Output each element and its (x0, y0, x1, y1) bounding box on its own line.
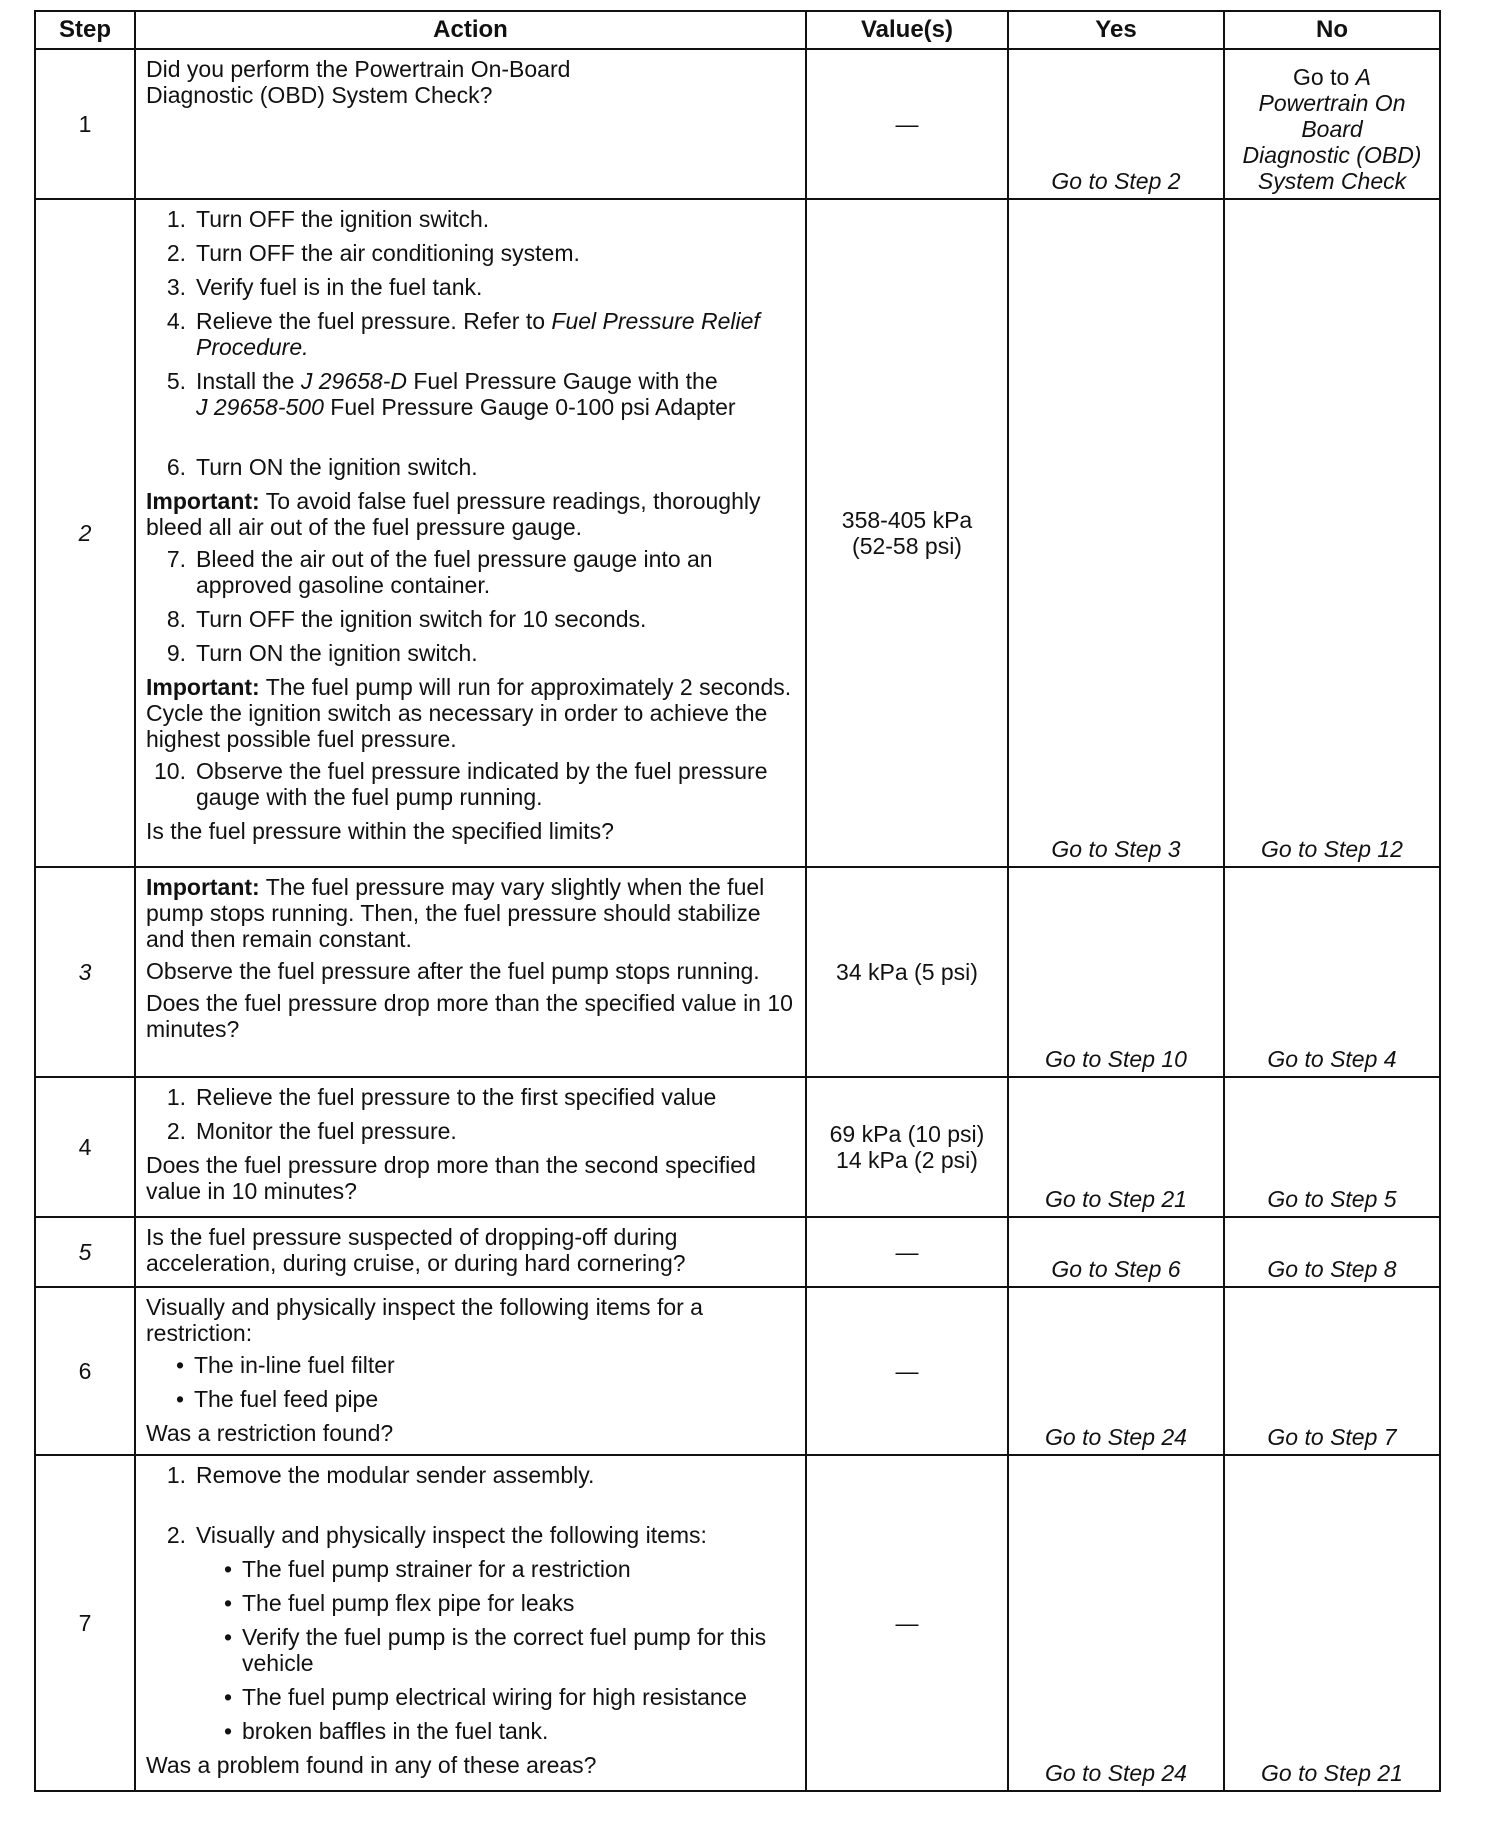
step-number: 7 (35, 1455, 135, 1791)
action-text: The fuel pump strainer for a restriction (242, 1556, 631, 1582)
no-text: System Check (1257, 168, 1407, 194)
action-text: The in-line fuel filter (194, 1352, 395, 1378)
table-row (35, 867, 1440, 1077)
table-row (35, 1077, 1440, 1217)
list-item: 6. Turn ON the ignition switch. (146, 454, 795, 480)
header-step: Step (35, 11, 135, 49)
list-item: 1. Turn OFF the ignition switch. (146, 206, 795, 232)
value-text: 69 kPa (10 psi) (829, 1121, 985, 1147)
value-cell: — (806, 1455, 1008, 1791)
table-header-row (35, 11, 1440, 49)
table-row (35, 1287, 1440, 1455)
yes-cell: Go to Step 21 (1008, 1077, 1224, 1217)
important-note (146, 874, 795, 952)
list-item: 9. Turn ON the ignition switch. (146, 640, 795, 666)
list-item: 8. Turn OFF the ignition switch for 10 seconds. (146, 606, 795, 632)
no-cell: Go to Step 5 (1224, 1077, 1440, 1217)
no-cell: Go to Step 21 (1224, 1455, 1440, 1791)
value-cell: — (806, 1217, 1008, 1287)
no-cell: Go to Step 7 (1224, 1287, 1440, 1455)
action-text: Verify the fuel pump is the correct fuel pump for this vehicle (242, 1624, 767, 1676)
table-row (35, 1217, 1440, 1287)
step-number: 5 (78, 1239, 92, 1265)
action-text: Visually and physically inspect the following items for a restriction: (146, 1294, 703, 1346)
important-text: To avoid false fuel pressure readings, thoroughly bleed all air out of the fuel pressure gauge. (146, 488, 761, 540)
list-item: 7. Bleed the air out of the fuel pressure gauge into an approved gasoline container. (146, 546, 795, 598)
value-text: 14 kPa (2 psi) (836, 1147, 978, 1173)
list-item: 1. Remove the modular sender assembly. (146, 1462, 795, 1488)
value-cell: — (806, 49, 1008, 199)
table-row (35, 199, 1440, 867)
value-cell: 34 kPa (5 psi) (806, 867, 1008, 1077)
action-text: The fuel pump electrical wiring for high resistance (242, 1684, 747, 1710)
yes-cell: Go to Step 24 (1008, 1287, 1224, 1455)
action-text: Turn ON the ignition switch. (196, 454, 478, 480)
important-label: Important: (146, 674, 260, 700)
action-text: Install the (196, 368, 295, 394)
header-yes: Yes (1008, 11, 1224, 49)
action-text: Diagnostic (OBD) System Check? (146, 82, 493, 108)
list-item: 4. Relieve the fuel pressure. Refer to Fuel Pressure Relief Procedure. (166, 308, 760, 360)
question-text: Does the fuel pressure drop more than the specified value in 10 minutes? (146, 990, 793, 1042)
yes-cell: Go to Step 6 (1008, 1217, 1224, 1287)
action-text: Relieve the fuel pressure to the first specified value (196, 1084, 717, 1110)
value-cell (806, 199, 1008, 867)
action-cell (135, 1287, 806, 1455)
action-text: Visually and physically inspect the following items: (196, 1522, 707, 1548)
action-text: Bleed the air out of the fuel pressure gauge into an approved gasoline container. (196, 546, 713, 598)
no-text: Go to (1293, 64, 1350, 90)
tool-number: J 29658-D (300, 368, 407, 394)
table-row (35, 1455, 1440, 1791)
no-text: Powertrain On (1258, 90, 1406, 116)
tool-number: J 29658-500 (196, 394, 324, 420)
action-cell (135, 1077, 806, 1217)
list-item: • The fuel pump strainer for a restriction (146, 1556, 795, 1582)
question-text: Is the fuel pressure suspected of dropping-off during acceleration, during cruise, or during hard cornering? (146, 1224, 686, 1276)
step-number: 6 (35, 1287, 135, 1455)
list-item: 10. Observe the fuel pressure indicated by the fuel pressure gauge with the fuel pump running. (146, 758, 795, 810)
important-label: Important: (146, 874, 260, 900)
no-cell: Go to Step 4 (1224, 867, 1440, 1077)
no-text: Diagnostic (OBD) (1242, 142, 1422, 168)
action-text: Relieve the fuel pressure. Refer to (196, 308, 546, 334)
list-item: • The fuel feed pipe (146, 1386, 795, 1412)
header-no: No (1224, 11, 1440, 49)
header-action: Action (135, 11, 806, 49)
action-text: Fuel Pressure Gauge with the (413, 368, 718, 394)
list-item: 3. Verify fuel is in the fuel tank. (146, 274, 795, 300)
question-text: Is the fuel pressure within the specified limits? (146, 818, 614, 844)
diagnostic-table-page (34, 10, 1439, 1792)
action-text: Turn OFF the ignition switch for 10 seconds. (196, 606, 647, 632)
action-text: Fuel Pressure Gauge 0-100 psi Adapter (330, 394, 736, 420)
important-note (146, 674, 795, 752)
no-cell (1224, 49, 1440, 199)
list-item: • Verify the fuel pump is the correct fuel pump for this vehicle (146, 1624, 795, 1676)
list-item: 2. Turn OFF the air conditioning system. (146, 240, 795, 266)
step-cell (35, 867, 135, 1077)
action-text: Observe the fuel pressure after the fuel pump stops running. (146, 958, 760, 984)
action-text: Did you perform the Powertrain On-Board (146, 56, 571, 82)
yes-cell: Go to Step 3 (1008, 199, 1224, 867)
step-number: 2 (78, 520, 92, 546)
table-row (35, 49, 1440, 199)
important-note (146, 488, 795, 540)
step-number: 4 (35, 1077, 135, 1217)
action-text: The fuel feed pipe (194, 1386, 379, 1412)
yes-cell: Go to Step 24 (1008, 1455, 1224, 1791)
value-text: 358-405 kPa (841, 507, 973, 533)
action-text: Turn OFF the ignition switch. (196, 206, 490, 232)
list-item: 5. Install the J 29658-D Fuel Pressure Gauge with the J 29658-500 Fuel Pressure Gauge 0-100 psi Adapter (166, 368, 736, 420)
reference-text: Fuel Pressure Relief Procedure. (196, 308, 760, 360)
action-text: Remove the modular sender assembly. (196, 1462, 595, 1488)
important-text: The fuel pump will run for approximately 2 seconds. Cycle the ignition switch as necessary in order to achieve the highest possible fuel pressure. (146, 674, 792, 752)
action-text: Observe the fuel pressure indicated by the fuel pressure gauge with the fuel pump running. (196, 758, 768, 810)
list-item: • The fuel pump electrical wiring for high resistance (146, 1684, 795, 1710)
value-text: (52-58 psi) (852, 533, 962, 559)
important-text: The fuel pressure may vary slightly when the fuel pump stops running. Then, the fuel pressure should stabilize and then remain constant. (146, 874, 765, 952)
header-values: Value(s) (806, 11, 1008, 49)
list-item: • The in-line fuel filter (146, 1352, 795, 1378)
step-cell (35, 1217, 135, 1287)
action-cell (135, 199, 806, 867)
list-item: • broken baffles in the fuel tank. (146, 1718, 795, 1744)
step-number: 1 (35, 49, 135, 199)
value-cell (806, 1077, 1008, 1217)
question-text: Was a restriction found? (146, 1420, 394, 1446)
step-cell (35, 199, 135, 867)
list-item: • The fuel pump flex pipe for leaks (146, 1590, 795, 1616)
action-text: Verify fuel is in the fuel tank. (196, 274, 483, 300)
diagnostic-table (34, 10, 1441, 1792)
value-cell: — (806, 1287, 1008, 1455)
action-text: The fuel pump flex pipe for leaks (242, 1590, 575, 1616)
no-cell: Go to Step 12 (1224, 199, 1440, 867)
no-cell: Go to Step 8 (1224, 1217, 1440, 1287)
action-cell (135, 867, 806, 1077)
yes-cell: Go to Step 2 (1008, 49, 1224, 199)
question-text: Does the fuel pressure drop more than the second specified value in 10 minutes? (146, 1152, 756, 1204)
action-text: Turn ON the ignition switch. (196, 640, 478, 666)
action-cell (135, 49, 806, 199)
yes-cell: Go to Step 10 (1008, 867, 1224, 1077)
question-text: Was a problem found in any of these areas? (146, 1752, 597, 1778)
step-number: 3 (78, 959, 92, 985)
no-text: A (1355, 64, 1371, 90)
action-cell (135, 1217, 806, 1287)
action-text: Turn OFF the air conditioning system. (196, 240, 580, 266)
no-text: Board (1301, 116, 1363, 142)
action-text: broken baffles in the fuel tank. (242, 1718, 549, 1744)
list-item: 2. Visually and physically inspect the following items: (146, 1522, 795, 1548)
action-cell (135, 1455, 806, 1791)
list-item: 2. Monitor the fuel pressure. (146, 1118, 795, 1144)
action-text: Monitor the fuel pressure. (196, 1118, 457, 1144)
list-item: 1. Relieve the fuel pressure to the first specified value (146, 1084, 795, 1110)
important-label: Important: (146, 488, 260, 514)
